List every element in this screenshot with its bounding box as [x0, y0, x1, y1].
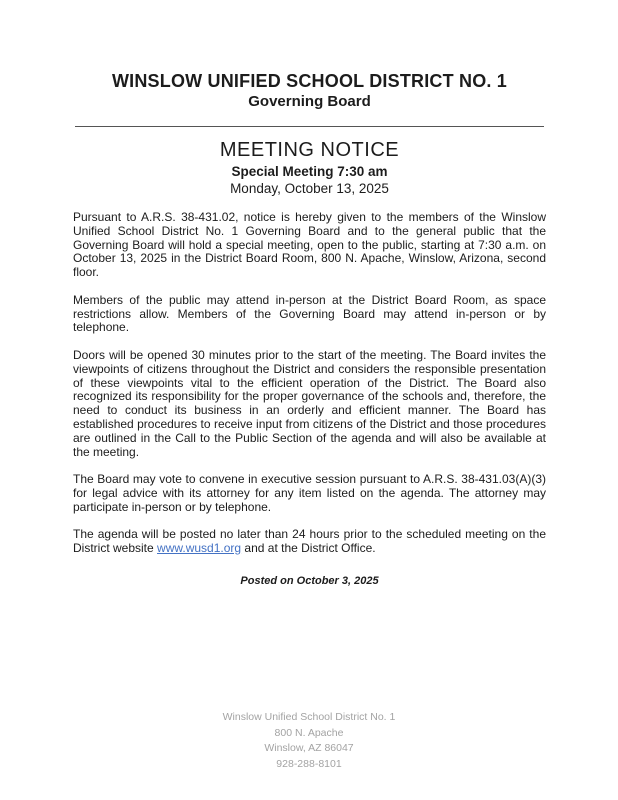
meeting-notice-heading: MEETING NOTICE — [219, 139, 400, 161]
paragraph-pursuant: Pursuant to A.R.S. 38-431.02, notice is hereby given to the members of the Winslow Unified School District No. 1 Governing Board and to the general public that the Governing Board will hold a special meeting, open to the public, starting at 7:30 a.m. on October 13, 2025 in the District Board Room, 800 N. Apache, Winslow, Arizona, second floor. — [73, 210, 546, 280]
footer-street-address: 800 N. Apache — [274, 726, 344, 739]
meeting-date: Monday, October 13, 2025 — [230, 181, 389, 196]
notice-body — [73, 211, 546, 556]
district-title: WINSLOW UNIFIED SCHOOL DISTRICT NO. 1 — [111, 71, 508, 91]
agenda-text-before-link: The agenda will be posted no later than 24 hours prior to the scheduled meeting on the District website — [73, 527, 546, 556]
governing-board-subtitle: Governing Board — [248, 93, 371, 110]
district-website-link[interactable]: www.wusd1.org — [157, 541, 242, 556]
paragraph-public-attendance: Members of the public may attend in-person at the District Board Room, as space restrictions allow. Members of the Governing Board may attend in-person or by telephone. — [73, 292, 546, 335]
notice-header — [73, 138, 546, 197]
footer-phone-number: 928-288-8101 — [276, 757, 342, 770]
paragraph-executive-session: The Board may vote to convene in executive session pursuant to A.R.S. 38-431.03(A)(3) for legal advice with its attorney for any item listed on the agenda. The attorney may participate in-person or by telephone. — [73, 472, 546, 514]
meeting-type-time: Special Meeting 7:30 am — [231, 164, 388, 179]
document-footer — [0, 710, 618, 772]
posted-date-note: Posted on October 3, 2025 — [240, 574, 379, 587]
paragraph-doors-procedures: Doors will be opened 30 minutes prior to the start of the meeting. The Board invites the viewpoints of citizens throughout the District and considers the responsible presentation of these viewpoints vital to the efficient operation of the District. The Board also recognized its responsibility for the proper governance of the schools and, therefore, the need to conduct its business in an orderly and efficient manner. The Board has established procedures to receive input from citizens of the District and those procedures are outlined in the Call to the Public Section of the agenda and will also be available at the meeting. — [73, 347, 546, 459]
agenda-text-after-link: and at the District Office. — [241, 541, 376, 556]
footer-district-name: Winslow Unified School District No. 1 — [222, 711, 396, 723]
paragraph-agenda-posting — [73, 528, 546, 556]
header-divider — [75, 126, 544, 127]
footer-city-state-zip: Winslow, AZ 86047 — [264, 742, 354, 754]
